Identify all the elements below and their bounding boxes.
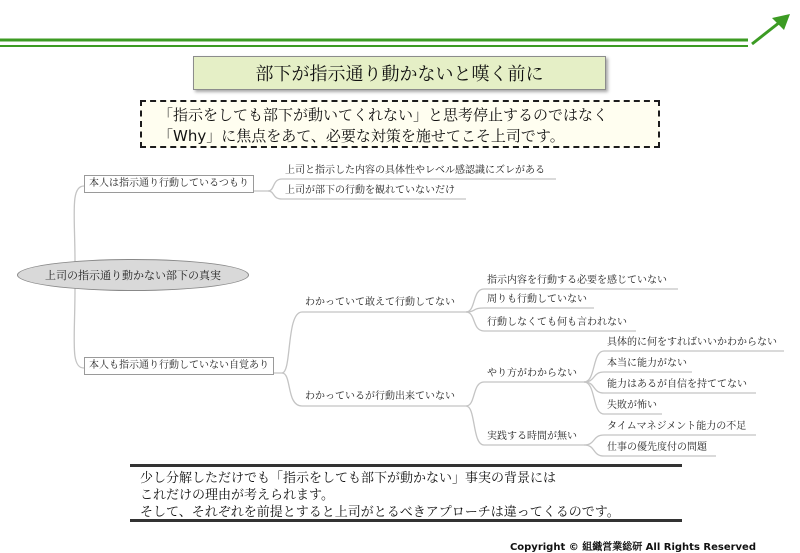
leaf-time-management: タイムマネジメント能力の不足	[607, 421, 747, 432]
leaf-no-need-felt: 指示内容を行動する必要を感じていない	[487, 275, 667, 286]
summary-line-3: そして、それぞれを前提とすると上司がとるべきアプローチは違ってくるのです。	[140, 505, 620, 520]
leaf-perception-gap: 上司と指示した内容の具体性やレベル感認識にズレがある	[285, 165, 545, 176]
mindmap-root: 上司の指示通り動かない部下の真実	[17, 259, 249, 291]
leaf-no-consequence: 行動しなくても何も言われない	[487, 317, 627, 328]
leaf-unclear-what-to-do: 具体的に何をすればいいかわからない	[607, 337, 777, 348]
summary-line-1: 少し分解しただけでも「指示をしても部下が動かない」事実の背景には	[140, 471, 557, 486]
page-title: 部下が指示通り動かないと嘆く前に	[193, 56, 606, 90]
sub-intentionally-not-acting: わかっていて敢えて行動してない	[305, 297, 455, 308]
leaf-boss-not-observing: 上司が部下の行動を観れていないだけ	[285, 185, 455, 196]
summary-text	[130, 464, 682, 522]
leaf-lacks-confidence: 能力はあるが自信を持ててない	[607, 379, 747, 390]
sub-unable-to-act: わかっているが行動出来ていない	[305, 391, 455, 402]
sub-no-time: 実践する時間が無い	[487, 431, 577, 442]
leaf-others-not-acting: 周りも行動していない	[487, 294, 587, 305]
leaf-prioritization: 仕事の優先度付の問題	[607, 442, 707, 453]
branch-aware-not-following: 本人も指示通り行動していない自覚あり	[84, 357, 274, 375]
leaf-fear-of-failure: 失敗が怖い	[607, 400, 657, 411]
sub-unknown-method: やり方がわからない	[487, 368, 577, 379]
key-message-line-1: 「指示をしても部下が動いてくれない」と思考停止するのではなく	[158, 106, 609, 124]
key-message-line-2: 「Why」に焦点をあて、必要な対策を施せてこそ上司です。	[158, 127, 565, 145]
summary-line-2: これだけの理由が考えられます。	[140, 488, 334, 503]
leaf-lacks-ability: 本当に能力がない	[607, 358, 687, 369]
copyright: Copyright © 組織営業総研 All Rights Reserved	[509, 542, 756, 553]
branch-believes-following: 本人は指示通り行動しているつもり	[84, 175, 254, 193]
